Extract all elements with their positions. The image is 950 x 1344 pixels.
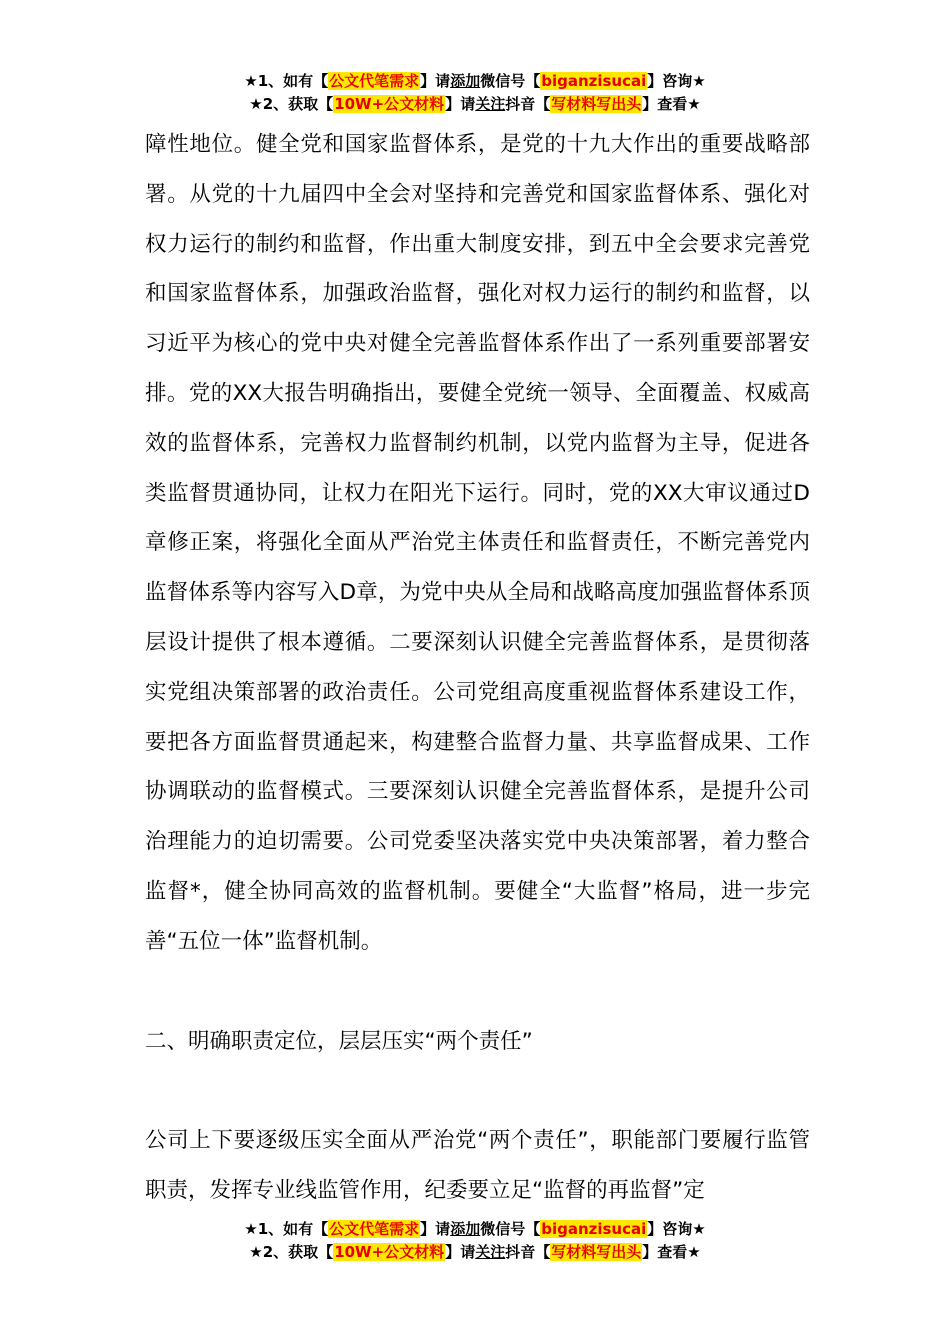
banner-text: 】请 xyxy=(420,72,451,90)
body-paragraph: 公司上下要逐级压实全面从严治党“两个责任”，职能部门要履行监管职责，发挥专业线监管作用，纪委要立足“监督的再监督”定 xyxy=(145,1128,810,1204)
banner-line-1 xyxy=(0,70,950,93)
body-paragraph: 障性地位。健全党和国家监督体系，是党的十九大作出的重要战略部署。从党的十九届四中全会对坚持和完善党和国家监督体系、强化对权力运行的制约和监督，作出重大制度安排，到五中全会要求完善党和国家监督体系，加强政治监督，强化对权力运行的制约和监督，以习近平为核心的党中央对健全完善监督体系作出了一系列重要部署安排。党的XX大报告明确指出，要健全党统一领导、全面覆盖、权威高效的监督体系，完善权力监督制约机制，以党内监督为主导，促进各类监督贯通协同，让权力在阳光下运行。同时，党的XX大审议通过D章修正案，将强化全面从严治党主体责任和监督责任，不断完善党内监督体系等内容写入D章，为党中央从全局和战略高度加强监督体系顶层设计提供了根本遵循。二要深刻认识健全完善监督体系，是贯彻落实党组决策部署的政治责任。公司党组高度重视监督体系建设工作，要把各方面监督贯通起来，构建整合监督力量、共享监督成果、工作协调联动的监督模式。三要深刻认识健全完善监督体系，是提升公司治理能力的迫切需要。公司党委坚决落实党中央决策部署，着力整合监督*，健全协同高效的监督机制。要健全“大监督”格局，进一步完善“五位一体”监督机制。 xyxy=(145,132,810,954)
highlight-douyin-account: 写材料写出头 xyxy=(551,1243,642,1261)
banner-line-2 xyxy=(0,93,950,116)
banner-line-2 xyxy=(0,1241,950,1264)
banner-text: 抖音【 xyxy=(505,1243,551,1261)
footer-banner xyxy=(0,1218,950,1264)
banner-text: 微信号【 xyxy=(480,72,541,90)
header-banner xyxy=(0,70,950,116)
banner-line-1 xyxy=(0,1218,950,1241)
banner-underlined-text: 关注 xyxy=(475,95,506,113)
banner-text: 】查看★ xyxy=(642,95,701,113)
document-body xyxy=(145,120,810,1216)
highlight-materials: 10W+公文材料 xyxy=(334,1243,445,1261)
banner-text: 】咨询★ xyxy=(647,1220,706,1238)
highlight-service: 公文代笔需求 xyxy=(329,1220,420,1238)
highlight-materials: 10W+公文材料 xyxy=(334,95,445,113)
banner-text: 】请 xyxy=(420,1220,451,1238)
banner-underlined-text: 添加 xyxy=(450,1220,481,1238)
banner-underlined-text: 关注 xyxy=(475,1243,506,1261)
banner-text: 】查看★ xyxy=(642,1243,701,1261)
banner-text: ★2、获取【 xyxy=(249,1243,334,1261)
highlight-douyin-account: 写材料写出头 xyxy=(551,95,642,113)
banner-text: 】请 xyxy=(445,1243,476,1261)
banner-text: 微信号【 xyxy=(480,1220,541,1238)
highlight-service: 公文代笔需求 xyxy=(329,72,420,90)
highlight-wechat-id: biganzisucai xyxy=(541,1220,647,1238)
banner-text: 抖音【 xyxy=(505,95,551,113)
banner-text: ★1、如有【 xyxy=(244,1220,329,1238)
banner-text: ★2、获取【 xyxy=(249,95,334,113)
banner-text: 】咨询★ xyxy=(647,72,706,90)
banner-underlined-text: 添加 xyxy=(450,72,481,90)
banner-text: ★1、如有【 xyxy=(244,72,329,90)
highlight-wechat-id: biganzisucai xyxy=(541,72,647,90)
section-heading: 二、明确职责定位，层层压实“两个责任” xyxy=(145,1028,533,1054)
banner-text: 】请 xyxy=(445,95,476,113)
